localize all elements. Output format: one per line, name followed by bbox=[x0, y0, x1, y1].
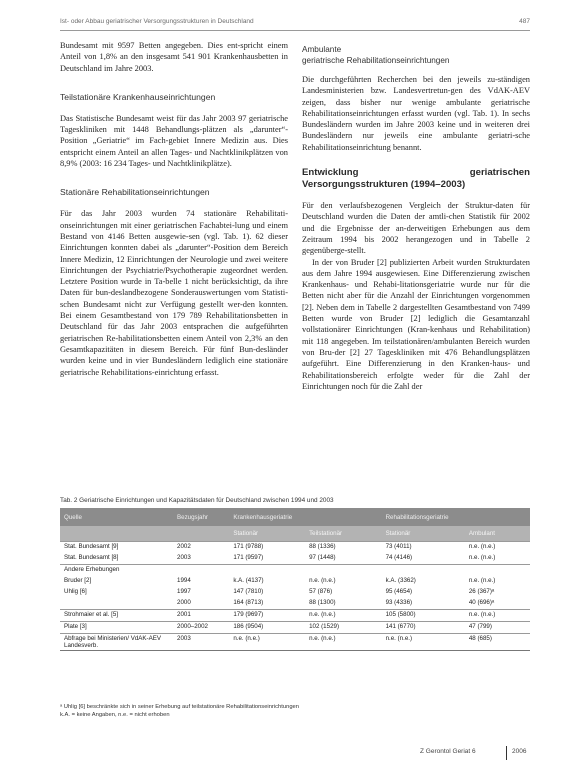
cell-kh-stationaer: 147 (7810) bbox=[233, 588, 264, 595]
cell-reha-stationaer: 105 (5800) bbox=[382, 610, 465, 622]
table-row bbox=[60, 610, 530, 622]
table-caption: Tab. 2 Geriatrische Einrichtungen und Kapazitätsdaten für Deutschland zwischen 1994 und 2003 bbox=[60, 497, 334, 504]
table-row bbox=[60, 634, 530, 651]
cell-kh-teilstationaer: 88 (1300) bbox=[309, 599, 336, 606]
subheader-empty bbox=[60, 526, 173, 542]
cell-kh-stationaer: n.e. (n.e.) bbox=[229, 634, 305, 651]
paragraph: Bundesamt mit 9597 Betten angegeben. Dies ent-spricht einem Anteil von 1,8% an den insgesamt 541 901 Krankenhausbetten in Deutschland im Jahre 2003. bbox=[60, 41, 288, 73]
cell-jahr: 2003 bbox=[177, 554, 191, 561]
cell-jahr: 2000–2002 bbox=[173, 622, 229, 634]
cell-reha-stationaer: 93 (4336) bbox=[385, 599, 413, 606]
subheader-stationaer: Stationär bbox=[229, 526, 305, 542]
cell-quelle: Uhlig [6] bbox=[64, 588, 87, 595]
table-row bbox=[60, 598, 530, 610]
table-row bbox=[60, 622, 530, 634]
cell-kh-stationaer: 171 (9788) bbox=[229, 542, 305, 554]
cell-quelle bbox=[60, 598, 173, 610]
cell-kh-teilstationaer: 97 (1448) bbox=[309, 554, 336, 561]
col-header-krankenhaus: Krankenhausgeriatrie bbox=[229, 508, 381, 526]
paragraph: Das Statistische Bundesamt weist für das Jahr 2003 97 geriatrische Tageskliniken mit 1448 Behandlungs-plätzen als „darunter“-Position „Geriatrie“ im Fach-gebiet Innere Medizin aus. Dies entspricht einem Anteil an allen Tages- und Nachtklinikplätzen von 8,9% (2003: 16 234 Tages- und Nachtklinikplätze). bbox=[60, 113, 288, 169]
paragraph: In der von Bruder [2] publizierten Arbeit wurden Strukturdaten aus dem Jahre 1994 ausgewiesen. Eine Differenzierung zwischen Krankenhaus- und Rehabi-litationsgeriatrie wurde nur für die Betten nicht aber für die Anzahl der Einrichtungen vorgenommen [2]. Neben dem in Tabelle 2 dargestellten Gesamtbestand von 7499 Betten wurde von Bruder [2] lediglich die Gesamtanzahl vollstationärer Einrichtungen (Kran-kenhaus und Rehabilitation) mit 118 angegeben. Im teilstationären/ambulanten Bereich wurden von Bru-der [2] 27 Tageskliniken mit 476 Behandlungsplätzen aufgeführt. Eine Differenzierung in den Kranken-haus- und Rehabilitationsbereich erfolgte weder für die Zahl der Einrichtungen noch für die Zahl der bbox=[302, 257, 530, 391]
col-header-quelle: Quelle bbox=[60, 508, 173, 526]
cell-kh-stationaer: 171 (9597) bbox=[233, 554, 264, 561]
cell-reha-ambulant: n.e. (n.e.) bbox=[465, 610, 530, 622]
cell-kh-stationaer bbox=[229, 565, 305, 577]
cell-kh-stationaer: 164 (8713) bbox=[233, 599, 264, 606]
cell-reha-stationaer: 141 (6770) bbox=[382, 622, 465, 634]
cell-jahr: 2003 bbox=[173, 634, 229, 651]
right-column bbox=[302, 40, 530, 392]
cell-reha-ambulant: n.e. (n.e.) bbox=[468, 554, 496, 561]
cell-kh-stationaer: 179 (9697) bbox=[229, 610, 305, 622]
subheader-stationaer: Stationär bbox=[382, 526, 465, 542]
cell-kh-teilstationaer: n.e. (n.e.) bbox=[305, 610, 382, 622]
cell-reha-ambulant: 48 (685) bbox=[465, 634, 530, 651]
cell-kh-teilstationaer: n.e. (n.e.) bbox=[309, 577, 336, 584]
cell-quelle: Abfrage bei Ministerien/ VdAK-AEV Landesverb. bbox=[60, 634, 173, 651]
cell-reha-ambulant: n.e. (n.e.) bbox=[465, 542, 530, 554]
cell-jahr bbox=[173, 565, 229, 577]
journal-name: Z Gerontol Geriat 6 bbox=[420, 748, 476, 755]
cell-reha-ambulant: 47 (799) bbox=[465, 622, 530, 634]
cell-reha-stationaer: 95 (4654) bbox=[385, 588, 413, 595]
cell-jahr: 1997 bbox=[177, 588, 191, 595]
subheader-empty bbox=[173, 526, 229, 542]
cell-reha-stationaer bbox=[382, 565, 465, 577]
cell-quelle: Stat. Bundesamt [9] bbox=[60, 542, 173, 554]
cell-kh-teilstationaer: 102 (1529) bbox=[305, 622, 382, 634]
subheader-ambulant: Ambulant bbox=[465, 526, 530, 542]
heading-line: geriatrische Rehabilitationseinrichtungen bbox=[302, 56, 450, 65]
cell-reha-stationaer: k.A. (3362) bbox=[385, 577, 416, 584]
left-column bbox=[60, 40, 288, 378]
cell-reha-ambulant: 26 (367)ᵃ bbox=[468, 588, 495, 595]
section-heading-reha: Stationäre Rehabilitationseinrichtungen bbox=[60, 187, 210, 198]
cell-quelle: Stat. Bundesamt [8] bbox=[64, 554, 119, 561]
section-heading-entwicklung: Entwicklung geriatrischen Versorgungsstrukturen (1994–2003) bbox=[302, 167, 530, 190]
cell-jahr: 2000 bbox=[177, 599, 191, 606]
footnote: ᵃ Uhlig [6] beschränkte sich in seiner Erhebung auf teilstationäre Rehabilitationseinrichtungen bbox=[60, 704, 300, 710]
footer-divider bbox=[506, 746, 507, 760]
data-table bbox=[60, 508, 530, 651]
cell-reha-ambulant: 40 (696)ᵃ bbox=[468, 599, 495, 606]
cell-kh-teilstationaer bbox=[305, 565, 382, 577]
paragraph: Für das Jahr 2003 wurden 74 stationäre Rehabilitati-onseinrichtungen mit einer geriatrischen Fachabtei-lung und einem Bestand von 4146 Betten ausgewie-sen (vgl. Tab. 1). 62 dieser Einrichtungen konnten dabei als „darunter“-Position dem Bereich Innere Medizin, 12 Einrichtungen der Neurologie und zwei weitere Einrichtungen der Psychiatrie/Psychotherapie zugeordnet werden. Letztere Position wurde in Ta-belle 1 nicht berücksichtigt, da ihre Daten für bun-deslandbezogene Sonderauswertungen vom Statisti-schen Bundesamt nicht zur Verfügung gestellt wer-den konnten. Bei einem Gesamtbestand von 179 789 Rehabilitationsbetten in Deutschland für das Jahr 2003 entsprachen die aufgeführten geriatrischen Re-habilitationsbetten einem Anteil von 2,3% an den Gesamtkapazitäten in diesem Bereich. Für fünf Bun-desländer wurden keine und in vier Bundesländern lediglich eine stationäre geriatrische Rehabilitations-einrichtung erfasst. bbox=[60, 209, 288, 377]
cell-reha-stationaer: n.e. (n.e.) bbox=[382, 634, 465, 651]
col-header-bezugsjahr: Bezugsjahr bbox=[173, 508, 229, 526]
cell-jahr: 1994 bbox=[177, 577, 191, 584]
cell-kh-teilstationaer: 88 (1336) bbox=[305, 542, 382, 554]
table-footnotes bbox=[60, 703, 530, 719]
page-number: 487 bbox=[519, 18, 530, 25]
running-title: Ist- oder Abbau geriatrischer Versorgungsstrukturen in Deutschland bbox=[60, 18, 254, 25]
table-row bbox=[60, 565, 530, 577]
cell-reha-stationaer: 73 (4011) bbox=[382, 542, 465, 554]
cell-kh-teilstationaer: n.e. (n.e.) bbox=[305, 634, 382, 651]
table-row bbox=[60, 576, 530, 587]
paragraph: Für den verlaufsbezogenen Vergleich der Struktur-daten für Deutschland wurden die Daten der amtli-chen Statistik für 2002 und die Ergebnisse der an-derweitigen Erhebungen aus dem Zeitraum 1994 bis 2002 herangezogen und in Tabelle 2 gegenüberge-stellt. bbox=[302, 201, 530, 256]
cell-quelle: Bruder [2] bbox=[64, 577, 92, 584]
cell-kh-stationaer: k.A. (4137) bbox=[233, 577, 264, 584]
cell-reha-ambulant bbox=[465, 565, 530, 577]
table-row bbox=[60, 542, 530, 554]
running-header bbox=[60, 18, 530, 31]
section-heading-ambulant bbox=[302, 44, 530, 66]
cell-quelle: Strohmaier et al. [5] bbox=[60, 610, 173, 622]
cell-quelle: Plate [3] bbox=[60, 622, 173, 634]
section-heading-teilstationaer: Teilstationäre Krankenhauseinrichtungen bbox=[60, 91, 216, 102]
cell-reha-ambulant: n.e. (n.e.) bbox=[468, 577, 496, 584]
paragraph: Die durchgeführten Recherchen bei den jeweils zu-ständigen Landesministerien bzw. Landesvertretun-gen des VdAK-AEV zeigen, dass bisher nur wenige ambulante geriatrische Rehabilitationseinrichtungen erfasst wurden (vgl. Tab. 1). In sechs Bundesländern wurden im Jahre 2003 keine und in weiteren drei Bundesländern nur jeweils eine ambulante geriatri-sche Rehabilitationseinrichtung benannt. bbox=[302, 75, 530, 152]
cell-kh-stationaer: 186 (9504) bbox=[229, 622, 305, 634]
page-footer bbox=[420, 746, 530, 758]
footnote: k.A. = keine Angaben, n.e. = nicht erhoben bbox=[60, 712, 170, 718]
col-header-reha: Rehabilitationsgeriatrie bbox=[382, 508, 530, 526]
cell-jahr: 2002 bbox=[173, 542, 229, 554]
cell-kh-teilstationaer: 57 (876) bbox=[309, 588, 333, 595]
subheader-teilstationaer: Teilstationär bbox=[305, 526, 382, 542]
cell-jahr: 2001 bbox=[173, 610, 229, 622]
table-row bbox=[60, 553, 530, 565]
footer-year: 2006 bbox=[512, 748, 527, 755]
cell-reha-stationaer: 74 (4146) bbox=[385, 554, 413, 561]
table-row bbox=[60, 587, 530, 598]
cell-quelle: Andere Erhebungen bbox=[60, 565, 173, 577]
heading-line: Ambulante bbox=[302, 45, 342, 54]
